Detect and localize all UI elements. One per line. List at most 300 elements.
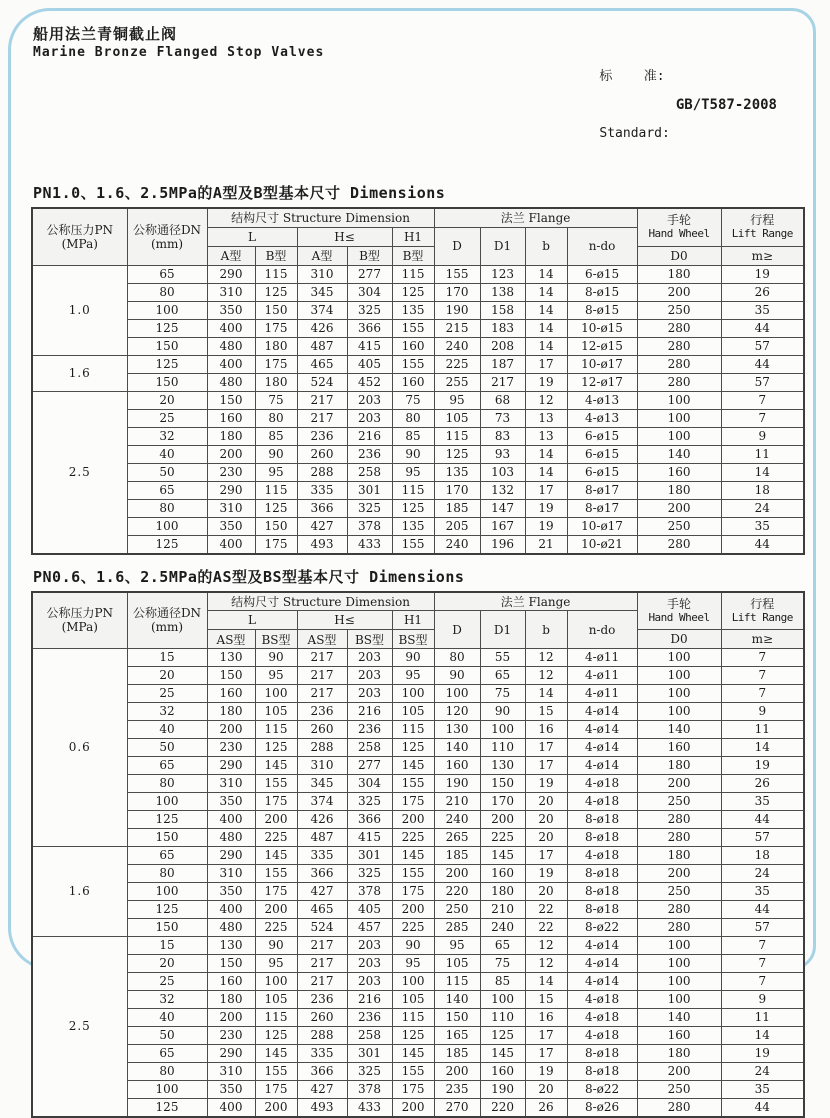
value-cell: 90 xyxy=(255,937,297,955)
value-cell: 75 xyxy=(392,391,434,409)
value-cell: 90 xyxy=(480,703,525,721)
table-row xyxy=(32,919,804,937)
dn-cell: 25 xyxy=(127,973,207,991)
value-cell: 203 xyxy=(347,409,392,427)
value-cell: 125 xyxy=(434,445,480,463)
dn-cell: 100 xyxy=(127,517,207,535)
col-diameter-unit: (mm) xyxy=(128,620,207,634)
value-cell: 210 xyxy=(480,901,525,919)
value-cell: 240 xyxy=(434,535,480,554)
value-cell: 277 xyxy=(347,265,392,283)
dn-cell: 50 xyxy=(127,463,207,481)
table-row xyxy=(32,703,804,721)
value-cell: 100 xyxy=(637,649,721,667)
col-structure: 结构尺寸 Structure Dimension xyxy=(207,592,434,611)
value-cell: 19 xyxy=(525,373,567,391)
value-cell: 205 xyxy=(434,517,480,535)
value-cell: 8-ø22 xyxy=(567,919,637,937)
value-cell: 180 xyxy=(637,481,721,499)
value-cell: 6-ø15 xyxy=(567,265,637,283)
value-cell: 280 xyxy=(637,337,721,355)
value-cell: 185 xyxy=(434,847,480,865)
value-cell: 115 xyxy=(434,973,480,991)
dn-cell: 150 xyxy=(127,919,207,937)
value-cell: 160 xyxy=(637,463,721,481)
value-cell: 217 xyxy=(480,373,525,391)
col-h-type-a: A型 xyxy=(297,246,347,265)
value-cell: 427 xyxy=(297,1081,347,1099)
value-cell: 235 xyxy=(434,1081,480,1099)
table-row xyxy=(32,481,804,499)
table2-title: PN0.6、1.6、2.5MPa的AS型及BS型基本尺寸 Dimensions xyxy=(33,566,799,587)
value-cell: 203 xyxy=(347,649,392,667)
value-cell: 200 xyxy=(207,721,255,739)
value-cell: 75 xyxy=(480,685,525,703)
value-cell: 180 xyxy=(207,703,255,721)
value-cell: 115 xyxy=(255,481,297,499)
value-cell: 190 xyxy=(480,1081,525,1099)
dn-cell: 65 xyxy=(127,481,207,499)
value-cell: 4-ø13 xyxy=(567,391,637,409)
dn-cell: 100 xyxy=(127,1081,207,1099)
col-handwheel-en: Hand Wheel xyxy=(638,611,721,625)
value-cell: 280 xyxy=(637,919,721,937)
value-cell: 110 xyxy=(480,739,525,757)
value-cell: 250 xyxy=(637,1081,721,1099)
value-cell: 8-ø15 xyxy=(567,283,637,301)
col-h1-type-b: B型 xyxy=(392,246,434,265)
value-cell: 150 xyxy=(255,517,297,535)
value-cell: 180 xyxy=(255,373,297,391)
value-cell: 236 xyxy=(297,427,347,445)
value-cell: 480 xyxy=(207,373,255,391)
value-cell: 200 xyxy=(637,775,721,793)
value-cell: 6-ø15 xyxy=(567,445,637,463)
dn-cell: 25 xyxy=(127,409,207,427)
value-cell: 258 xyxy=(347,739,392,757)
col-pressure xyxy=(32,208,127,265)
value-cell: 100 xyxy=(637,427,721,445)
value-cell: 325 xyxy=(347,301,392,319)
col-diameter-unit: (mm) xyxy=(128,237,207,251)
value-cell: 155 xyxy=(392,775,434,793)
value-cell: 452 xyxy=(347,373,392,391)
value-cell: 487 xyxy=(297,337,347,355)
value-cell: 8-ø18 xyxy=(567,811,637,829)
value-cell: 125 xyxy=(392,499,434,517)
value-cell: 44 xyxy=(721,535,804,554)
standard-label-zh: 标 准: xyxy=(599,67,669,86)
value-cell: 14 xyxy=(721,1027,804,1045)
value-cell: 65 xyxy=(480,667,525,685)
value-cell: 100 xyxy=(637,937,721,955)
value-cell: 20 xyxy=(525,829,567,847)
value-cell: 7 xyxy=(721,391,804,409)
value-cell: 15 xyxy=(525,703,567,721)
col-d0: D0 xyxy=(637,246,721,265)
value-cell: 200 xyxy=(255,1099,297,1118)
value-cell: 95 xyxy=(255,463,297,481)
value-cell: 19 xyxy=(525,1063,567,1081)
dn-cell: 15 xyxy=(127,937,207,955)
value-cell: 465 xyxy=(297,355,347,373)
value-cell: 158 xyxy=(480,301,525,319)
value-cell: 4-ø18 xyxy=(567,847,637,865)
dn-cell: 25 xyxy=(127,685,207,703)
value-cell: 180 xyxy=(637,757,721,775)
value-cell: 180 xyxy=(480,883,525,901)
dn-cell: 125 xyxy=(127,811,207,829)
value-cell: 160 xyxy=(480,1063,525,1081)
value-cell: 115 xyxy=(392,721,434,739)
value-cell: 21 xyxy=(525,535,567,554)
table-row xyxy=(32,427,804,445)
standard-labels xyxy=(599,29,669,181)
col-d1: D1 xyxy=(480,611,525,649)
table-row xyxy=(32,1099,804,1118)
value-cell: 155 xyxy=(392,319,434,337)
table1-header xyxy=(32,208,804,265)
value-cell: 175 xyxy=(255,355,297,373)
value-cell: 14 xyxy=(721,463,804,481)
value-cell: 17 xyxy=(525,355,567,373)
table-row xyxy=(32,373,804,391)
value-cell: 217 xyxy=(297,649,347,667)
table-row xyxy=(32,1027,804,1045)
table1-body xyxy=(32,265,804,554)
value-cell: 14 xyxy=(525,973,567,991)
table-row xyxy=(32,355,804,373)
pressure-group-cell: 1.6 xyxy=(32,355,127,391)
value-cell: 155 xyxy=(392,355,434,373)
value-cell: 57 xyxy=(721,829,804,847)
col-h-type-b: B型 xyxy=(347,246,392,265)
value-cell: 280 xyxy=(637,319,721,337)
value-cell: 288 xyxy=(297,1027,347,1045)
table-row xyxy=(32,739,804,757)
standard-label-en: Standard: xyxy=(599,124,669,143)
table2-header xyxy=(32,592,804,649)
value-cell: 301 xyxy=(347,847,392,865)
value-cell: 524 xyxy=(297,919,347,937)
value-cell: 19 xyxy=(525,499,567,517)
dn-cell: 80 xyxy=(127,499,207,517)
value-cell: 200 xyxy=(434,865,480,883)
value-cell: 75 xyxy=(255,391,297,409)
value-cell: 4-ø14 xyxy=(567,739,637,757)
value-cell: 150 xyxy=(255,301,297,319)
value-cell: 13 xyxy=(525,409,567,427)
dn-cell: 125 xyxy=(127,1099,207,1118)
table-row xyxy=(32,1009,804,1027)
value-cell: 400 xyxy=(207,355,255,373)
value-cell: 105 xyxy=(392,991,434,1009)
value-cell: 155 xyxy=(392,1063,434,1081)
value-cell: 280 xyxy=(637,901,721,919)
value-cell: 19 xyxy=(721,757,804,775)
value-cell: 487 xyxy=(297,829,347,847)
value-cell: 240 xyxy=(480,919,525,937)
value-cell: 240 xyxy=(434,337,480,355)
value-cell: 200 xyxy=(480,811,525,829)
document-header xyxy=(33,25,795,181)
value-cell: 95 xyxy=(255,955,297,973)
value-cell: 135 xyxy=(392,517,434,535)
dn-cell: 20 xyxy=(127,955,207,973)
value-cell: 310 xyxy=(207,283,255,301)
dn-cell: 80 xyxy=(127,865,207,883)
col-lift-range xyxy=(721,592,804,630)
value-cell: 12 xyxy=(525,667,567,685)
value-cell: 216 xyxy=(347,703,392,721)
value-cell: 250 xyxy=(434,901,480,919)
value-cell: 17 xyxy=(525,1027,567,1045)
value-cell: 155 xyxy=(392,865,434,883)
col-b: b xyxy=(525,611,567,649)
value-cell: 8-ø15 xyxy=(567,301,637,319)
value-cell: 4-ø14 xyxy=(567,721,637,739)
value-cell: 265 xyxy=(434,829,480,847)
value-cell: 258 xyxy=(347,1027,392,1045)
value-cell: 350 xyxy=(207,517,255,535)
value-cell: 44 xyxy=(721,319,804,337)
value-cell: 115 xyxy=(255,265,297,283)
value-cell: 225 xyxy=(392,919,434,937)
value-cell: 225 xyxy=(480,829,525,847)
value-cell: 225 xyxy=(255,829,297,847)
value-cell: 4-ø14 xyxy=(567,703,637,721)
value-cell: 433 xyxy=(347,1099,392,1118)
value-cell: 12-ø17 xyxy=(567,373,637,391)
value-cell: 225 xyxy=(392,829,434,847)
value-cell: 345 xyxy=(297,283,347,301)
dn-cell: 32 xyxy=(127,427,207,445)
value-cell: 160 xyxy=(207,409,255,427)
title-block xyxy=(33,25,324,62)
value-cell: 400 xyxy=(207,535,255,554)
value-cell: 250 xyxy=(637,517,721,535)
table-row xyxy=(32,883,804,901)
value-cell: 480 xyxy=(207,919,255,937)
table-row xyxy=(32,829,804,847)
table-row xyxy=(32,517,804,535)
value-cell: 8-ø26 xyxy=(567,1099,637,1118)
dn-cell: 20 xyxy=(127,667,207,685)
value-cell: 250 xyxy=(637,301,721,319)
value-cell: 85 xyxy=(255,427,297,445)
value-cell: 26 xyxy=(525,1099,567,1118)
value-cell: 200 xyxy=(255,811,297,829)
value-cell: 280 xyxy=(637,535,721,554)
value-cell: 95 xyxy=(434,391,480,409)
value-cell: 125 xyxy=(392,1027,434,1045)
value-cell: 230 xyxy=(207,463,255,481)
value-cell: 215 xyxy=(434,319,480,337)
table-row xyxy=(32,391,804,409)
value-cell: 160 xyxy=(392,337,434,355)
value-cell: 150 xyxy=(480,775,525,793)
value-cell: 95 xyxy=(434,937,480,955)
value-cell: 103 xyxy=(480,463,525,481)
value-cell: 100 xyxy=(480,721,525,739)
dn-cell: 100 xyxy=(127,883,207,901)
col-h: H≤ xyxy=(297,227,392,246)
value-cell: 7 xyxy=(721,667,804,685)
value-cell: 9 xyxy=(721,991,804,1009)
table-row xyxy=(32,319,804,337)
value-cell: 17 xyxy=(525,847,567,865)
value-cell: 8-ø18 xyxy=(567,829,637,847)
value-cell: 14 xyxy=(525,685,567,703)
col-d: D xyxy=(434,227,480,265)
table-row xyxy=(32,337,804,355)
value-cell: 15 xyxy=(525,991,567,1009)
value-cell: 203 xyxy=(347,685,392,703)
value-cell: 524 xyxy=(297,373,347,391)
value-cell: 200 xyxy=(434,1063,480,1081)
value-cell: 277 xyxy=(347,757,392,775)
value-cell: 217 xyxy=(297,955,347,973)
dn-cell: 65 xyxy=(127,757,207,775)
col-pressure xyxy=(32,592,127,649)
value-cell: 90 xyxy=(255,649,297,667)
table-row xyxy=(32,757,804,775)
col-h1: H1 xyxy=(392,611,434,630)
table-row xyxy=(32,775,804,793)
value-cell: 378 xyxy=(347,517,392,535)
value-cell: 20 xyxy=(525,811,567,829)
value-cell: 20 xyxy=(525,1081,567,1099)
value-cell: 170 xyxy=(480,793,525,811)
value-cell: 426 xyxy=(297,319,347,337)
value-cell: 145 xyxy=(255,1045,297,1063)
value-cell: 290 xyxy=(207,481,255,499)
value-cell: 125 xyxy=(480,1027,525,1045)
value-cell: 200 xyxy=(392,1099,434,1118)
col-handwheel-zh: 手轮 xyxy=(638,213,721,227)
value-cell: 304 xyxy=(347,775,392,793)
value-cell: 14 xyxy=(525,445,567,463)
value-cell: 160 xyxy=(207,973,255,991)
value-cell: 9 xyxy=(721,703,804,721)
value-cell: 4-ø11 xyxy=(567,649,637,667)
table-row xyxy=(32,283,804,301)
value-cell: 366 xyxy=(347,811,392,829)
value-cell: 105 xyxy=(255,703,297,721)
value-cell: 203 xyxy=(347,955,392,973)
value-cell: 374 xyxy=(297,301,347,319)
col-h-type-bs: BS型 xyxy=(347,630,392,649)
value-cell: 7 xyxy=(721,937,804,955)
dn-cell: 150 xyxy=(127,829,207,847)
value-cell: 4-ø14 xyxy=(567,955,637,973)
value-cell: 11 xyxy=(721,1009,804,1027)
value-cell: 200 xyxy=(255,901,297,919)
table-row xyxy=(32,847,804,865)
value-cell: 35 xyxy=(721,301,804,319)
value-cell: 8-ø18 xyxy=(567,901,637,919)
value-cell: 480 xyxy=(207,337,255,355)
standard-number: GB/T587-2008 xyxy=(676,97,777,113)
value-cell: 6-ø15 xyxy=(567,427,637,445)
value-cell: 165 xyxy=(434,1027,480,1045)
value-cell: 16 xyxy=(525,721,567,739)
value-cell: 258 xyxy=(347,463,392,481)
value-cell: 14 xyxy=(525,283,567,301)
value-cell: 230 xyxy=(207,739,255,757)
dn-cell: 125 xyxy=(127,901,207,919)
value-cell: 100 xyxy=(255,685,297,703)
value-cell: 100 xyxy=(637,667,721,685)
value-cell: 8-ø18 xyxy=(567,883,637,901)
value-cell: 155 xyxy=(255,865,297,883)
value-cell: 335 xyxy=(297,1045,347,1063)
col-l: L xyxy=(207,227,297,246)
value-cell: 160 xyxy=(434,757,480,775)
col-handwheel xyxy=(637,208,721,246)
value-cell: 4-ø13 xyxy=(567,409,637,427)
pressure-group-cell: 0.6 xyxy=(32,649,127,847)
dn-cell: 125 xyxy=(127,535,207,554)
value-cell: 200 xyxy=(392,811,434,829)
value-cell: 350 xyxy=(207,793,255,811)
value-cell: 200 xyxy=(207,445,255,463)
table-row xyxy=(32,1081,804,1099)
value-cell: 65 xyxy=(480,937,525,955)
table-row xyxy=(32,973,804,991)
value-cell: 14 xyxy=(525,301,567,319)
table-row xyxy=(32,901,804,919)
value-cell: 180 xyxy=(637,847,721,865)
value-cell: 105 xyxy=(434,955,480,973)
value-cell: 13 xyxy=(525,427,567,445)
value-cell: 175 xyxy=(255,793,297,811)
value-cell: 125 xyxy=(255,739,297,757)
value-cell: 130 xyxy=(207,649,255,667)
value-cell: 290 xyxy=(207,757,255,775)
dn-cell: 40 xyxy=(127,1009,207,1027)
dn-cell: 100 xyxy=(127,793,207,811)
value-cell: 400 xyxy=(207,1099,255,1118)
value-cell: 290 xyxy=(207,1045,255,1063)
value-cell: 10-ø17 xyxy=(567,517,637,535)
value-cell: 8-ø22 xyxy=(567,1081,637,1099)
col-lift-zh: 行程 xyxy=(722,597,804,611)
value-cell: 19 xyxy=(525,775,567,793)
value-cell: 310 xyxy=(207,775,255,793)
col-pressure-unit: (MPa) xyxy=(33,237,127,251)
col-h1: H1 xyxy=(392,227,434,246)
value-cell: 170 xyxy=(434,481,480,499)
value-cell: 140 xyxy=(637,445,721,463)
value-cell: 100 xyxy=(480,991,525,1009)
value-cell: 12 xyxy=(525,955,567,973)
dn-cell: 150 xyxy=(127,337,207,355)
value-cell: 90 xyxy=(434,667,480,685)
value-cell: 125 xyxy=(255,499,297,517)
value-cell: 374 xyxy=(297,793,347,811)
value-cell: 115 xyxy=(255,721,297,739)
value-cell: 150 xyxy=(434,1009,480,1027)
col-h1-type-bs: BS型 xyxy=(392,630,434,649)
value-cell: 325 xyxy=(347,499,392,517)
value-cell: 140 xyxy=(637,1009,721,1027)
value-cell: 35 xyxy=(721,1081,804,1099)
col-l: L xyxy=(207,611,297,630)
value-cell: 7 xyxy=(721,955,804,973)
value-cell: 250 xyxy=(637,883,721,901)
value-cell: 400 xyxy=(207,811,255,829)
